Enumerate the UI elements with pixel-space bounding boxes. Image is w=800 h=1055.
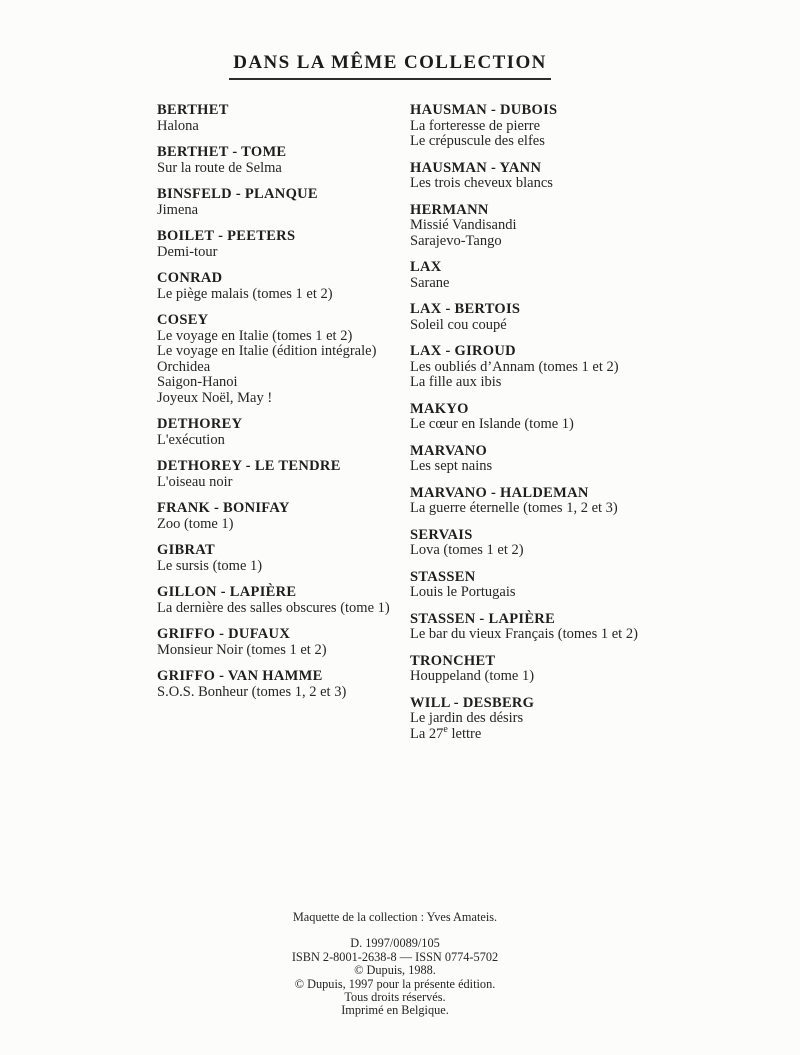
entry-author: CONRAD xyxy=(157,270,223,286)
entry-author: MARVANO - HALDEMAN xyxy=(410,484,589,501)
colophon-maquette: Maquette de la collection : Yves Amateis. xyxy=(292,910,498,924)
entry-title: Joyeux Noël, May ! xyxy=(157,389,273,406)
entry-title: Louis le Portugais xyxy=(410,584,516,600)
entry-title: L'oiseau noir xyxy=(157,473,233,490)
collection-entry xyxy=(157,145,410,176)
collection-entry xyxy=(157,103,410,134)
title-superscript: e xyxy=(443,723,448,735)
collection-entry xyxy=(410,260,720,291)
entry-title: La forteresse de pierre xyxy=(410,117,541,134)
collection-entry xyxy=(157,271,410,302)
entry-author: DETHOREY xyxy=(157,416,243,432)
entry-title: La dernière des salles obscures (tome 1) xyxy=(157,599,390,616)
entry-title: Missié Vandisandi xyxy=(410,217,517,233)
entry-author: HAUSMAN - DUBOIS xyxy=(410,102,558,118)
entry-title: La fille aux ibis xyxy=(410,374,502,390)
entry-title: Le bar du vieux Français (tomes 1 et 2) xyxy=(410,626,638,642)
collection-entry xyxy=(410,654,720,685)
entry-author: STASSEN xyxy=(410,568,476,585)
entry-author: FRANK - BONIFAY xyxy=(157,500,290,516)
collection-entry xyxy=(157,459,410,490)
entry-author: BOILET - PEETERS xyxy=(157,228,296,244)
page-title-wrap xyxy=(0,52,780,80)
entry-author: COSEY xyxy=(157,312,209,328)
entry-title: Le jardin des désirs xyxy=(410,710,524,726)
entry-author: SERVAIS xyxy=(410,526,473,543)
entry-title: S.O.S. Bonheur (tomes 1, 2 et 3) xyxy=(157,683,347,700)
colophon-line: D. 1997/0089/105 xyxy=(350,936,440,951)
collection-entry xyxy=(410,161,720,192)
collection-entry xyxy=(157,585,410,616)
collection-entry xyxy=(410,203,720,250)
entry-title: Sarane xyxy=(410,274,450,291)
entry-author: GRIFFO - DUFAUX xyxy=(157,626,291,642)
collection-entry xyxy=(410,402,720,433)
colophon-line: ISBN 2-8001-2638-8 — ISSN 0774-5702 xyxy=(291,949,499,964)
entry-author: LAX xyxy=(410,259,442,275)
entry-author: HERMANN xyxy=(410,201,489,218)
entry-author: MARVANO xyxy=(410,442,488,459)
entry-title xyxy=(410,723,720,743)
entry-author: GRIFFO - VAN HAMME xyxy=(157,668,323,684)
entry-title: Le cœur en Islande (tome 1) xyxy=(410,416,574,432)
entry-author: BINSFELD - PLANQUE xyxy=(157,186,318,202)
entry-title: Le voyage en Italie (tomes 1 et 2) xyxy=(157,327,353,344)
colophon-line: Imprimé en Belgique. xyxy=(341,1003,449,1018)
collection-entry xyxy=(410,696,720,743)
entry-title: Le sursis (tome 1) xyxy=(157,557,263,574)
page-title: DANS LA MÊME COLLECTION xyxy=(229,52,551,80)
entry-author: WILL - DESBERG xyxy=(410,694,535,711)
entry-author: STASSEN - LAPIÈRE xyxy=(410,610,556,627)
entry-title: Le voyage en Italie (édition intégrale) xyxy=(157,343,377,359)
entry-title: Soleil cou coupé xyxy=(410,316,507,333)
entry-title: Sarajevo-Tango xyxy=(410,232,502,249)
collection-entry xyxy=(410,103,720,150)
entry-author: GIBRAT xyxy=(157,542,215,558)
collection-entry xyxy=(410,528,720,559)
collection-entry xyxy=(157,417,410,448)
collection-entry xyxy=(410,344,720,391)
collection-entry xyxy=(410,444,720,475)
collection-entry xyxy=(157,229,410,260)
collection-entry xyxy=(410,302,720,333)
collection-column-right xyxy=(410,103,720,753)
colophon xyxy=(0,911,790,1018)
collection-column-left xyxy=(157,103,410,711)
entry-author: LAX - GIROUD xyxy=(410,343,516,359)
collection-entry xyxy=(157,543,410,574)
entry-title: Les sept nains xyxy=(410,458,493,474)
collection-entry xyxy=(157,669,410,700)
entry-title: Orchidea xyxy=(157,358,211,375)
entry-title: L'exécution xyxy=(157,431,225,448)
entry-author: BERTHET xyxy=(157,102,229,118)
entry-author: HAUSMAN - YANN xyxy=(410,159,542,176)
entry-author: BERTHET - TOME xyxy=(157,144,287,160)
collection-entry xyxy=(410,612,720,643)
colophon-line: © Dupuis, 1988. xyxy=(354,963,436,978)
collection-entry xyxy=(157,187,410,218)
collection-entry xyxy=(410,486,720,517)
collection-entry xyxy=(410,570,720,601)
collection-entry xyxy=(157,627,410,658)
entry-title: Halona xyxy=(157,117,199,134)
entry-title: Zoo (tome 1) xyxy=(157,515,234,532)
entry-title: Les trois cheveux blancs xyxy=(410,175,553,191)
collection-entry xyxy=(157,501,410,532)
entry-title: Demi-tour xyxy=(157,243,218,260)
entry-title: Monsieur Noir (tomes 1 et 2) xyxy=(157,641,327,658)
title-text-pre: La 27 xyxy=(410,725,444,742)
entry-title: Sur la route de Selma xyxy=(157,159,282,176)
entry-title: La guerre éternelle (tomes 1, 2 et 3) xyxy=(410,500,618,516)
entry-title: Houppeland (tome 1) xyxy=(410,668,535,684)
entry-title: Les oubliés d’Annam (tomes 1 et 2) xyxy=(410,358,619,375)
entry-author: DETHOREY - LE TENDRE xyxy=(157,458,341,474)
entry-title: Jimena xyxy=(157,201,199,218)
title-text-post: lettre xyxy=(447,725,482,742)
entry-author: GILLON - LAPIÈRE xyxy=(157,584,297,600)
colophon-line: © Dupuis, 1997 pour la présente édition. xyxy=(294,976,496,991)
entry-author: LAX - BERTOIS xyxy=(410,301,521,317)
entry-title: Le crépuscule des elfes xyxy=(410,133,545,149)
colophon-line: Tous droits réservés. xyxy=(344,990,446,1005)
entry-title: Saigon-Hanoi xyxy=(157,374,238,390)
colophon-lines xyxy=(0,937,790,1017)
entry-author: TRONCHET xyxy=(410,652,496,669)
entry-title: Lova (tomes 1 et 2) xyxy=(410,542,524,558)
entry-title: Le piège malais (tomes 1 et 2) xyxy=(157,285,333,302)
collection-columns xyxy=(157,103,720,753)
entry-author: MAKYO xyxy=(410,400,469,417)
collection-entry xyxy=(157,313,410,406)
